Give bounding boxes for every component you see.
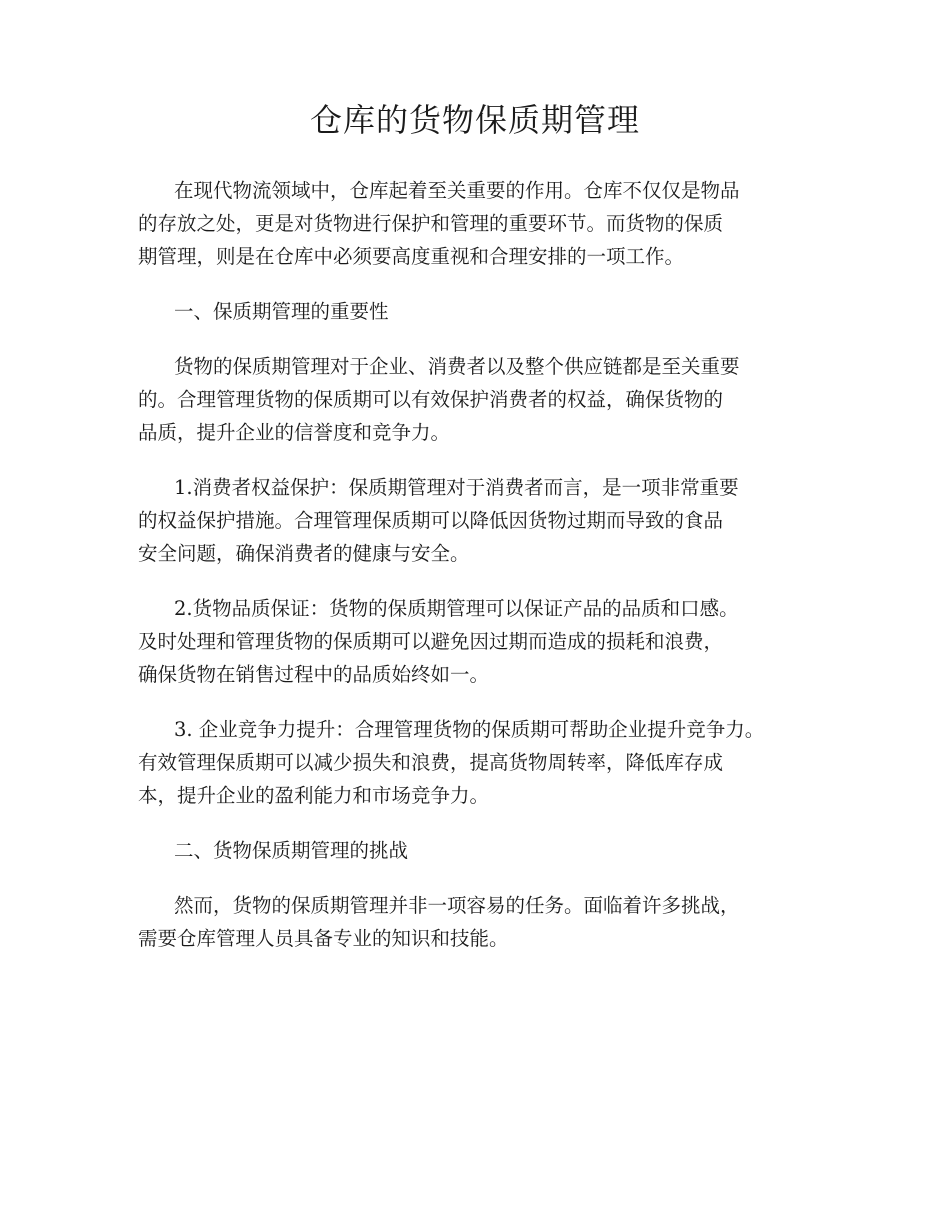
list-item-consumer-rights xyxy=(138,471,828,570)
paragraph-line: 有效管理保质期可以减少损失和浪费，提高货物周转率，降低库存成 xyxy=(138,751,724,774)
paragraph-line: 的权益保护措施。合理管理保质期可以降低因货物过期而导致的食品 xyxy=(138,509,724,532)
paragraph-line: 货物的保质期管理对于企业、消费者以及整个供应链都是至关重要 xyxy=(174,355,740,378)
intro-paragraph xyxy=(138,174,828,273)
paragraph-line: 的。合理管理货物的保质期可以有效保护消费者的权益，确保货物的 xyxy=(138,388,724,411)
section-heading-importance: 一、保质期管理的重要性 xyxy=(174,300,389,323)
paragraph-line: 本，提升企业的盈利能力和市场竞争力。 xyxy=(138,784,490,807)
paragraph-line: 确保货物在销售过程中的品质始终如一。 xyxy=(138,663,490,686)
paragraph-line: 需要仓库管理人员具备专业的知识和技能。 xyxy=(138,927,509,950)
list-item-competitiveness xyxy=(138,713,828,812)
document-title: 仓库的货物保质期管理 xyxy=(309,101,640,139)
importance-paragraph xyxy=(138,350,828,449)
paragraph-line: 及时处理和管理货物的保质期可以避免因过期而造成的损耗和浪费， xyxy=(138,630,724,653)
paragraph-line: 的存放之处，更是对货物进行保护和管理的重要环节。而货物的保质 xyxy=(138,212,724,235)
section-heading-challenges: 二、货物保质期管理的挑战 xyxy=(174,839,409,862)
paragraph-line: 品质，提升企业的信誉度和竞争力。 xyxy=(138,421,451,444)
challenges-paragraph xyxy=(138,889,828,955)
paragraph-line: 安全问题，确保消费者的健康与安全。 xyxy=(138,542,470,565)
list-item-quality-assurance xyxy=(138,592,828,691)
paragraph-line: 在现代物流领域中，仓库起着至关重要的作用。仓库不仅仅是物品 xyxy=(174,179,740,202)
paragraph-line: 期管理，则是在仓库中必须要高度重视和合理安排的一项工作。 xyxy=(138,245,685,268)
paragraph-line: 1.消费者权益保护：保质期管理对于消费者而言，是一项非常重要 xyxy=(174,476,739,499)
paragraph-line: 2.货物品质保证：货物的保质期管理可以保证产品的品质和口感。 xyxy=(174,597,739,620)
paragraph-line: 然而，货物的保质期管理并非一项容易的任务。面临着许多挑战， xyxy=(174,894,740,917)
document-body xyxy=(138,174,828,977)
paragraph-line: 3. 企业竞争力提升：合理管理货物的保质期可帮助企业提升竞争力。 xyxy=(174,718,765,741)
